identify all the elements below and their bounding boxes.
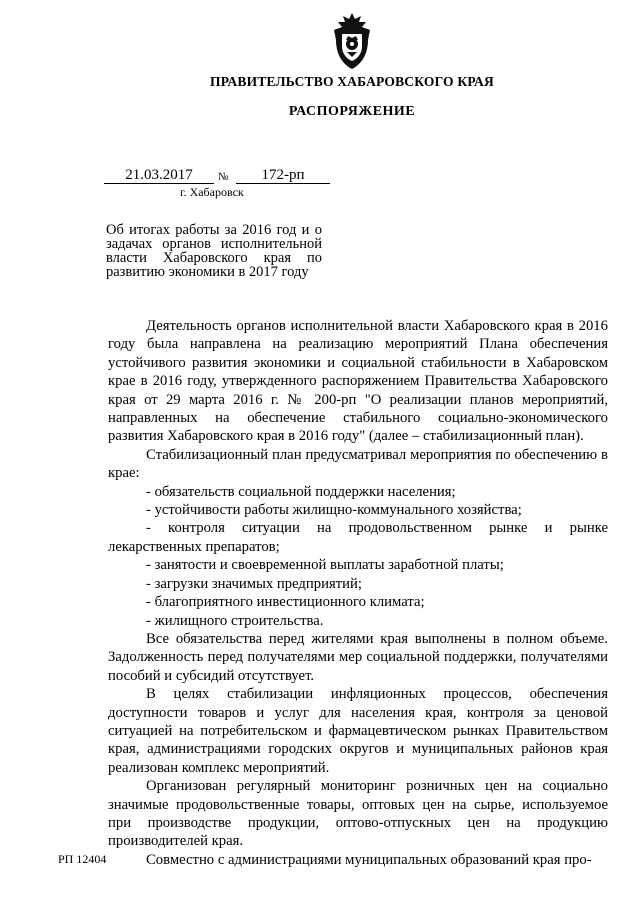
body-paragraph: В целях стабилизации инфляционных процессов, обеспечения доступности товаров и услуг для населения края, контроля за ценовой ситуацией на потребительском и фармацевтическом рынках Правительством края, администрациями городских округов и муниципальных районов края реализован комплекс мероприятий. xyxy=(108,686,608,776)
body-paragraph: Совместно с администрациями муниципальных образований края про- xyxy=(146,851,592,868)
body-paragraph: - благоприятного инвестиционного климата; xyxy=(146,594,425,611)
body-paragraph: - устойчивости работы жилищно-коммунального хозяйства; xyxy=(146,502,522,519)
document-number: 172-рп xyxy=(261,167,305,183)
document-date: 21.03.2017 xyxy=(125,167,193,183)
date-underline xyxy=(104,183,214,184)
number-underline xyxy=(236,183,330,184)
body-paragraph: - контроля ситуации на продовольственном рынке и рынке лекарственных препаратов; xyxy=(108,520,608,555)
document-type: РАСПОРЯЖЕНИЕ xyxy=(288,104,416,119)
body-paragraph: Организован регулярный мониторинг розничных цен на социально значимые продовольственные товары, оптовых цен на сырье, используемое при производстве продукции, оптово-отпускных цен на продукцию производителей края. xyxy=(108,778,608,850)
footer-code: РП 12404 xyxy=(58,852,107,866)
body-paragraph: - загрузки значимых предприятий; xyxy=(146,575,362,592)
document-city: г. Хабаровск xyxy=(180,185,244,199)
number-sign: № xyxy=(218,171,229,183)
coat-of-arms-icon xyxy=(326,10,378,72)
body-paragraph: - обязательств социальной поддержки населения; xyxy=(146,483,456,500)
body-paragraph: - жилищного строительства. xyxy=(146,612,324,629)
document-body xyxy=(108,317,608,869)
body-paragraph: Все обязательства перед жителями края выполнены в полном объеме. Задолженность перед получателями мер социальной поддержки, получателями пособий и субсидий отсутствует. xyxy=(108,630,608,684)
body-paragraph: Деятельность органов исполнительной власти Хабаровского края в 2016 году была направлена на реализацию мероприятий Плана обеспечения устойчивого развития экономики и социальной стабильности в Хабаровском крае в 2016 году, утвержденного распоряжением Правительства Хабаровского края от 29 марта 2016 г. № 200-рп "О реализации планов мероприятий, направленных на обеспечение стабильного социально-экономического развития Хабаровского края в 2016 году" (далее – стабилизационный план). xyxy=(108,318,608,445)
body-paragraph: Стабилизационный план предусматривал мероприятия по обеспечению в крае: xyxy=(108,446,608,482)
document-subject: Об итогах работы за 2016 год и о задачах органов исполнительной власти Хабаровского края по развитию экономики в 2017 году xyxy=(106,222,322,280)
government-title: ПРАВИТЕЛЬСТВО ХАБАРОВСКОГО КРАЯ xyxy=(210,74,494,89)
body-paragraph: - занятости и своевременной выплаты заработной платы; xyxy=(146,557,504,574)
